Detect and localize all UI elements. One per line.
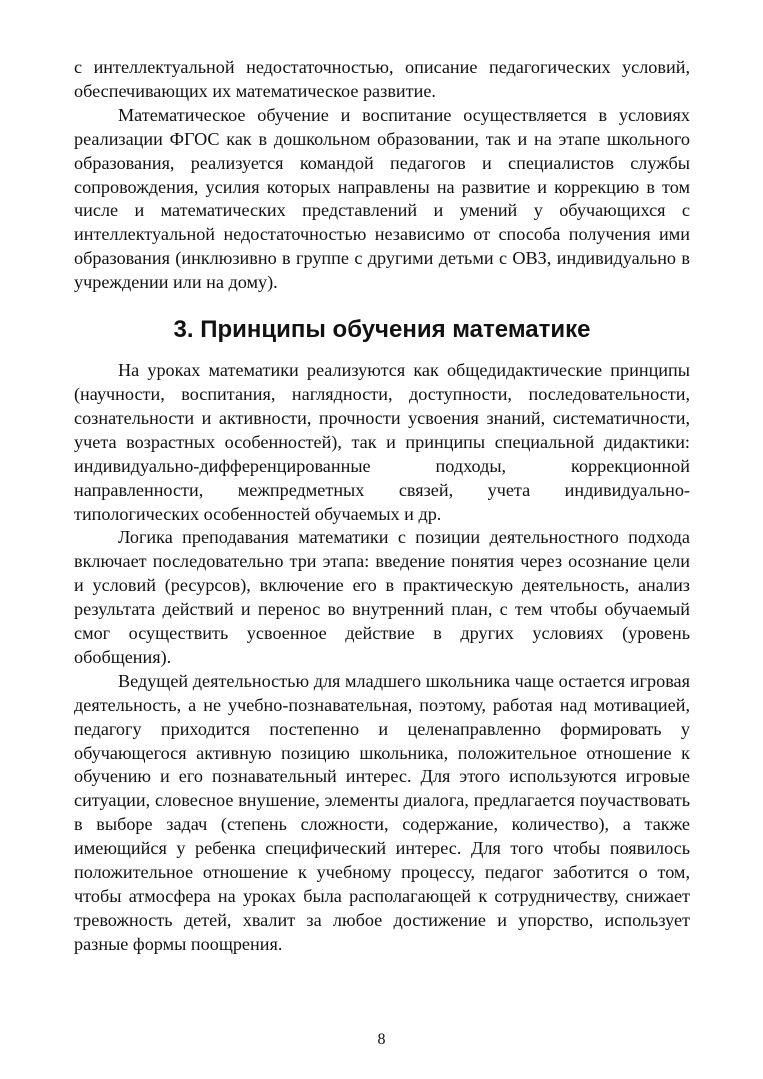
paragraph-leading-activity: Ведущей деятельностью для младшего школьника чаще остается игровая деятельность, а не учебно-познавательная, поэтому, работая над мотивацией, педагогу приходится постепенно и целенаправленно формировать у обучающегося активную позицию школьника, положительное отношение к обучению и его познавательный интерес. Для этого используются игровые ситуации, словесное внушение, элементы диалога, предлагается поучаствовать в выборе задач (степень сложности, содержание, количество), а также имеющийся у ребенка специфический интерес. Для того чтобы появилось положительное отношение к учебному процессу, педагог заботится о том, чтобы атмосфера на уроках была располагающей к сотрудничеству, снижает тревожность детей, хвалит за любое достижение и упорство, использует разные формы поощрения. [74, 670, 690, 954]
paragraph-fgos: Математическое обучение и воспитание осуществляется в условиях реализации ФГОС как в дошкольном образовании, так и на этапе школьного образования, реализуется командой педагогов и специалистов службы сопровождения, усилия которых направлены на развитие и коррекцию в том числе и математических представлений и умений у обучающихся с интеллектуальной недостаточностью независимо от способа получения ими образования (инклюзивно в группе с другими детьми с ОВЗ, индивидуально в учреждении или на дому). [74, 104, 690, 293]
page-number: 8 [377, 1031, 386, 1048]
paragraph-logic: Логика преподавания математики с позиции деятельностного подхода включает последовательно три этапа: введение понятия через осознание цели и условий (ресурсов), включение его в практическую деятельность, анализ результата действий и перенос во внутренний план, с тем чтобы обучаемый смог осуществить усвоенное действие в других условиях (уровень обобщения). [74, 527, 690, 667]
section-heading: 3. Принципы обучения математике [173, 316, 591, 344]
page-content [74, 56, 690, 957]
paragraph-principles: На уроках математики реализуются как общедидактические принципы (научности, воспитания, наглядности, доступности, последовательности, сознательности и активности, прочности усвоения знаний, систематичности, учета возрастных особенностей), так и принципы специальной дидактики: индивидуально-дифференцированные подходы, коррекционной направленности, межпредметных связей, учета индивидуально-типологических особенностей обучаемых и др. [74, 360, 690, 524]
paragraph-continuation: с интеллектуальной недостаточностью, описание педагогических условий, обеспечивающих их математическое развитие. [74, 57, 690, 101]
